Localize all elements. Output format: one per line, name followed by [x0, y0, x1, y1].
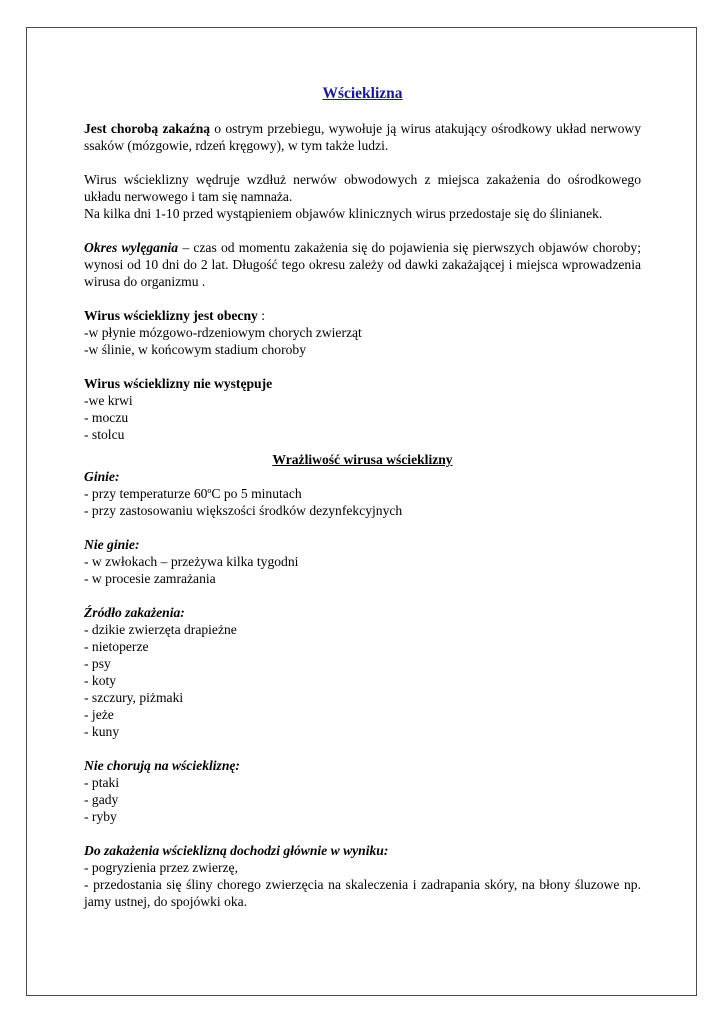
temperature-unit-text: C po 5 minutach	[211, 486, 302, 501]
absent-heading: Wirus wścieklizny nie występuje	[84, 376, 273, 391]
list-item: - pogryzienia przez zwierzę,	[84, 860, 238, 875]
incubation-lead: Okres wylęgania	[84, 240, 179, 255]
intro-text: o ostrym przebiegu, wywołuje ją wirus atakujący ośrodkowy układ nerwowy ssaków (mózgowie, rdzeń kręgowy), w tym także ludzi.	[84, 121, 641, 153]
immune-heading: Nie chorują na wściekliznę:	[84, 758, 240, 773]
present-heading-line	[84, 307, 641, 324]
list-item: -w ślinie, w końcowym stadium choroby	[84, 342, 307, 357]
sensitivity-heading: Wrażliwość wirusa wścieklizny	[272, 452, 453, 467]
list-item: - ryby	[84, 809, 117, 824]
list-item: - kuny	[84, 724, 120, 739]
list-item: - koty	[84, 673, 117, 688]
list-item: - dzikie zwierzęta drapieżne	[84, 622, 237, 637]
incubation-paragraph	[84, 239, 641, 290]
list-item: - psy	[84, 656, 111, 671]
temperature-text: - przy temperaturze 60	[84, 486, 208, 501]
spread-paragraph-2: Na kilka dni 1-10 przed wystąpieniem objawów klinicznych wirus przedostaje się do ślinianek.	[84, 206, 603, 221]
spread-paragraph-1: Wirus wścieklizny wędruje wzdłuż nerwów obwodowych z miejsca zakażenia do ośrodkowego układu nerwowego i tam się namnaża.	[84, 172, 641, 204]
list-item: - nietoperze	[84, 639, 149, 654]
list-item: - moczu	[84, 410, 129, 425]
degree-sign: o	[207, 486, 212, 495]
list-item: - ptaki	[84, 775, 120, 790]
present-heading: Wirus wścieklizny jest obecny	[84, 308, 258, 323]
list-item: - w procesie zamrażania	[84, 571, 216, 586]
intro-lead: Jest chorobą zakaźną	[84, 121, 211, 136]
dies-heading: Ginie:	[84, 469, 120, 484]
list-item: - w zwłokach – przeżywa kilka tygodni	[84, 554, 299, 569]
intro-paragraph	[84, 120, 641, 154]
survives-heading: Nie ginie:	[84, 537, 140, 552]
present-heading-suffix: :	[257, 308, 266, 323]
list-item: -we krwi	[84, 393, 133, 408]
incubation-text: – czas od momentu zakażenia się do pojawienia się pierwszych objawów choroby; wynosi od 10 dni do 2 lat. Długość tego okresu zależy od dawki zakażającej i miejsca wprowadzenia wirusa do organizmu .	[84, 240, 641, 289]
document-title: Wścieklizna	[322, 85, 403, 102]
list-item: - stolcu	[84, 427, 125, 442]
list-item: - gady	[84, 792, 119, 807]
list-item: -w płynie mózgowo-rdzeniowym chorych zwierząt	[84, 325, 362, 340]
list-item: - przedostania się śliny chorego zwierzęcia na skaleczenia i zadrapania skóry, na błony śluzowe np. jamy ustnej, do spojówki oka.	[84, 877, 641, 909]
document-body	[84, 84, 641, 910]
list-item: - szczury, piżmaki	[84, 690, 184, 705]
source-heading: Źródło zakażenia:	[84, 605, 185, 620]
infection-heading: Do zakażenia wścieklizną dochodzi głównie w wyniku:	[84, 843, 389, 858]
list-item: - jeże	[84, 707, 114, 722]
list-item: - przy zastosowaniu większości środków dezynfekcyjnych	[84, 503, 403, 518]
list-item	[84, 485, 641, 502]
